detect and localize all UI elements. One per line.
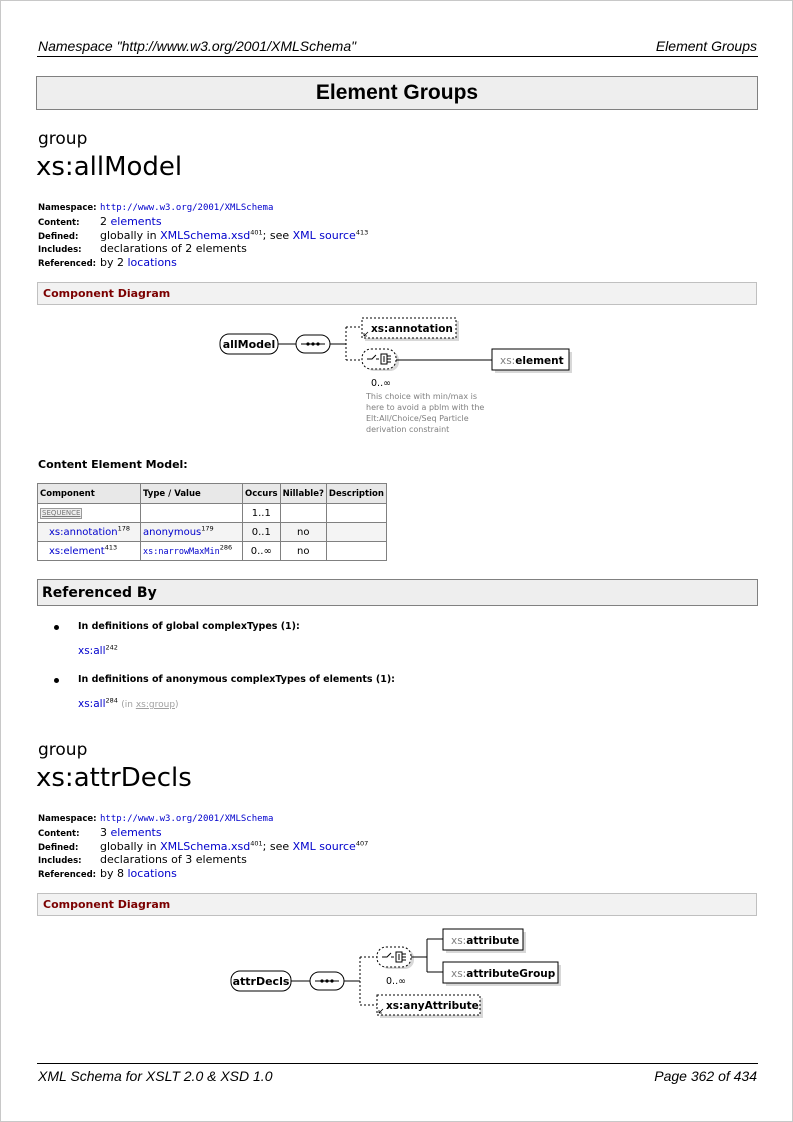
group-name: xs:allModel [36, 152, 183, 182]
anonymous-type-page: 179 [201, 524, 214, 533]
xml-source-link[interactable]: XML source [292, 228, 356, 242]
footer-page-number: Page 362 of 434 [654, 1068, 757, 1084]
defined-file-page: 401 [250, 839, 263, 848]
col-type: Type / Value [141, 484, 243, 504]
namespace-link[interactable]: http://www.w3.org/2001/XMLSchema [100, 203, 274, 213]
referenced-label: Referenced: [38, 258, 97, 269]
choice-occurs: 0..∞ [386, 976, 406, 987]
ref-heading-global: In definitions of global complexTypes (1): [78, 621, 300, 632]
defined-prefix: globally in [100, 228, 157, 242]
footer-rule [37, 1063, 758, 1064]
defined-file-page: 401 [250, 228, 263, 237]
content-element-model-label: Content Element Model: [38, 458, 188, 471]
table-header-row [38, 484, 387, 504]
namespace-link[interactable]: http://www.w3.org/2001/XMLSchema [100, 814, 274, 824]
content-label: Content: [38, 218, 80, 229]
choice-note-line-2: here to avoid a pblm with the [366, 403, 485, 412]
annotation-page: 178 [117, 524, 131, 533]
defined-file-link[interactable]: XMLSchema.xsd [160, 228, 251, 242]
element-nillable: no [280, 542, 326, 561]
table-row [38, 523, 387, 542]
referenced-prefix: by 2 [100, 255, 124, 269]
choice-note-line-3: Elt:All/Choice/Seq Particle [366, 414, 469, 423]
sequence-badge: SEQUENCE [42, 509, 81, 517]
ref-page-global: 242 [105, 643, 118, 652]
element-link[interactable]: xs:element [49, 545, 105, 557]
element-occurs: 0..∞ [243, 542, 281, 561]
includes-label: Includes: [38, 245, 82, 256]
defined-prefix: globally in [100, 839, 157, 853]
group-kind: group [38, 740, 88, 760]
footer-doc-title: XML Schema for XSLT 2.0 & XSD 1.0 [38, 1068, 273, 1084]
defined-file-link[interactable]: XMLSchema.xsd [160, 839, 251, 853]
xml-source-page: 413 [355, 228, 369, 237]
attribute-group-node-label: xs:attributeGroup [451, 968, 556, 980]
narrowmaxmin-type-page: 286 [219, 543, 233, 552]
xml-source-link[interactable]: XML source [292, 839, 356, 853]
annotation-occurs: 0..1 [243, 523, 281, 542]
header-rule [37, 56, 758, 57]
col-component: Component [38, 484, 141, 504]
component-diagram-header: Component Diagram [37, 893, 757, 916]
choice-note-line-1: This choice with min/max is [366, 392, 477, 401]
group-kind: group [38, 129, 88, 149]
content-model-table [37, 483, 387, 561]
col-nillable: Nillable? [280, 484, 326, 504]
annotation-nillable: no [280, 523, 326, 542]
col-description: Description [326, 484, 386, 504]
xml-source-page: 407 [355, 839, 369, 848]
group-properties [38, 202, 368, 269]
includes-value: declarations of 2 elements [100, 242, 247, 256]
content-elements-link[interactable]: elements [110, 826, 162, 840]
ref-heading-anonymous: In definitions of anonymous complexTypes of elements (1): [78, 674, 395, 685]
annotation-link[interactable]: xs:annotation [49, 526, 118, 538]
ref-link-xs-all-global[interactable]: xs:all [78, 645, 106, 657]
component-diagram-allmodel [0, 305, 793, 440]
referenced-by-header: Referenced By [37, 579, 758, 606]
root-node-label: attrDecls [232, 975, 290, 988]
includes-value: declarations of 3 elements [100, 853, 247, 867]
defined-mid: ; see [262, 228, 290, 242]
locations-link[interactable]: locations [127, 255, 177, 269]
content-label: Content: [38, 829, 80, 840]
ref-page-anonymous: 284 [105, 696, 118, 705]
referenced-prefix: by 8 [100, 866, 124, 880]
ref-in-xs-group-link[interactable]: xs:group [135, 700, 176, 710]
ref-in-prefix: (in [121, 700, 136, 710]
referenced-label: Referenced: [38, 869, 97, 880]
content-count: 2 [100, 215, 107, 229]
defined-label: Defined: [38, 842, 79, 853]
table-row [38, 504, 387, 523]
ref-link-xs-all-anonymous[interactable]: xs:all [78, 698, 106, 710]
bullet-icon [54, 678, 59, 683]
group-name: xs:attrDecls [36, 763, 192, 793]
annotation-node-label: xs:annotation [371, 323, 453, 335]
narrowmaxmin-type-link[interactable]: xs:narrowMaxMin [143, 546, 220, 557]
element-page: 413 [104, 543, 118, 552]
locations-link[interactable]: locations [127, 866, 177, 880]
component-diagram-header: Component Diagram [37, 282, 757, 305]
content-count: 3 [100, 826, 107, 840]
page-title: Element Groups [36, 76, 758, 110]
col-occurs: Occurs [243, 484, 281, 504]
header-namespace: Namespace "http://www.w3.org/2001/XMLSchema" [38, 38, 357, 54]
header-section: Element Groups [655, 38, 757, 54]
annotation-description [326, 523, 386, 542]
sequence-occurs: 1..1 [243, 504, 281, 523]
namespace-label: Namespace: [38, 203, 97, 213]
root-node-label: allModel [222, 338, 276, 351]
bullet-icon [54, 625, 59, 630]
table-row [38, 542, 387, 561]
choice-note-line-4: derivation constraint [366, 425, 450, 434]
choice-occurs: 0..∞ [371, 378, 391, 389]
element-description [326, 542, 386, 561]
defined-mid: ; see [262, 839, 290, 853]
attribute-node-label: xs:attribute [451, 935, 520, 947]
any-attribute-node-label: xs:anyAttribute [386, 1000, 479, 1012]
anonymous-type-link[interactable]: anonymous [143, 526, 202, 538]
ref-in-suffix: ) [175, 700, 179, 710]
element-node-label: xs:element [500, 355, 564, 367]
content-elements-link[interactable]: elements [110, 215, 162, 229]
defined-label: Defined: [38, 231, 79, 242]
component-diagram-attrdecls [0, 920, 793, 1025]
namespace-label: Namespace: [38, 814, 97, 824]
includes-label: Includes: [38, 856, 82, 867]
group-properties [38, 813, 368, 880]
